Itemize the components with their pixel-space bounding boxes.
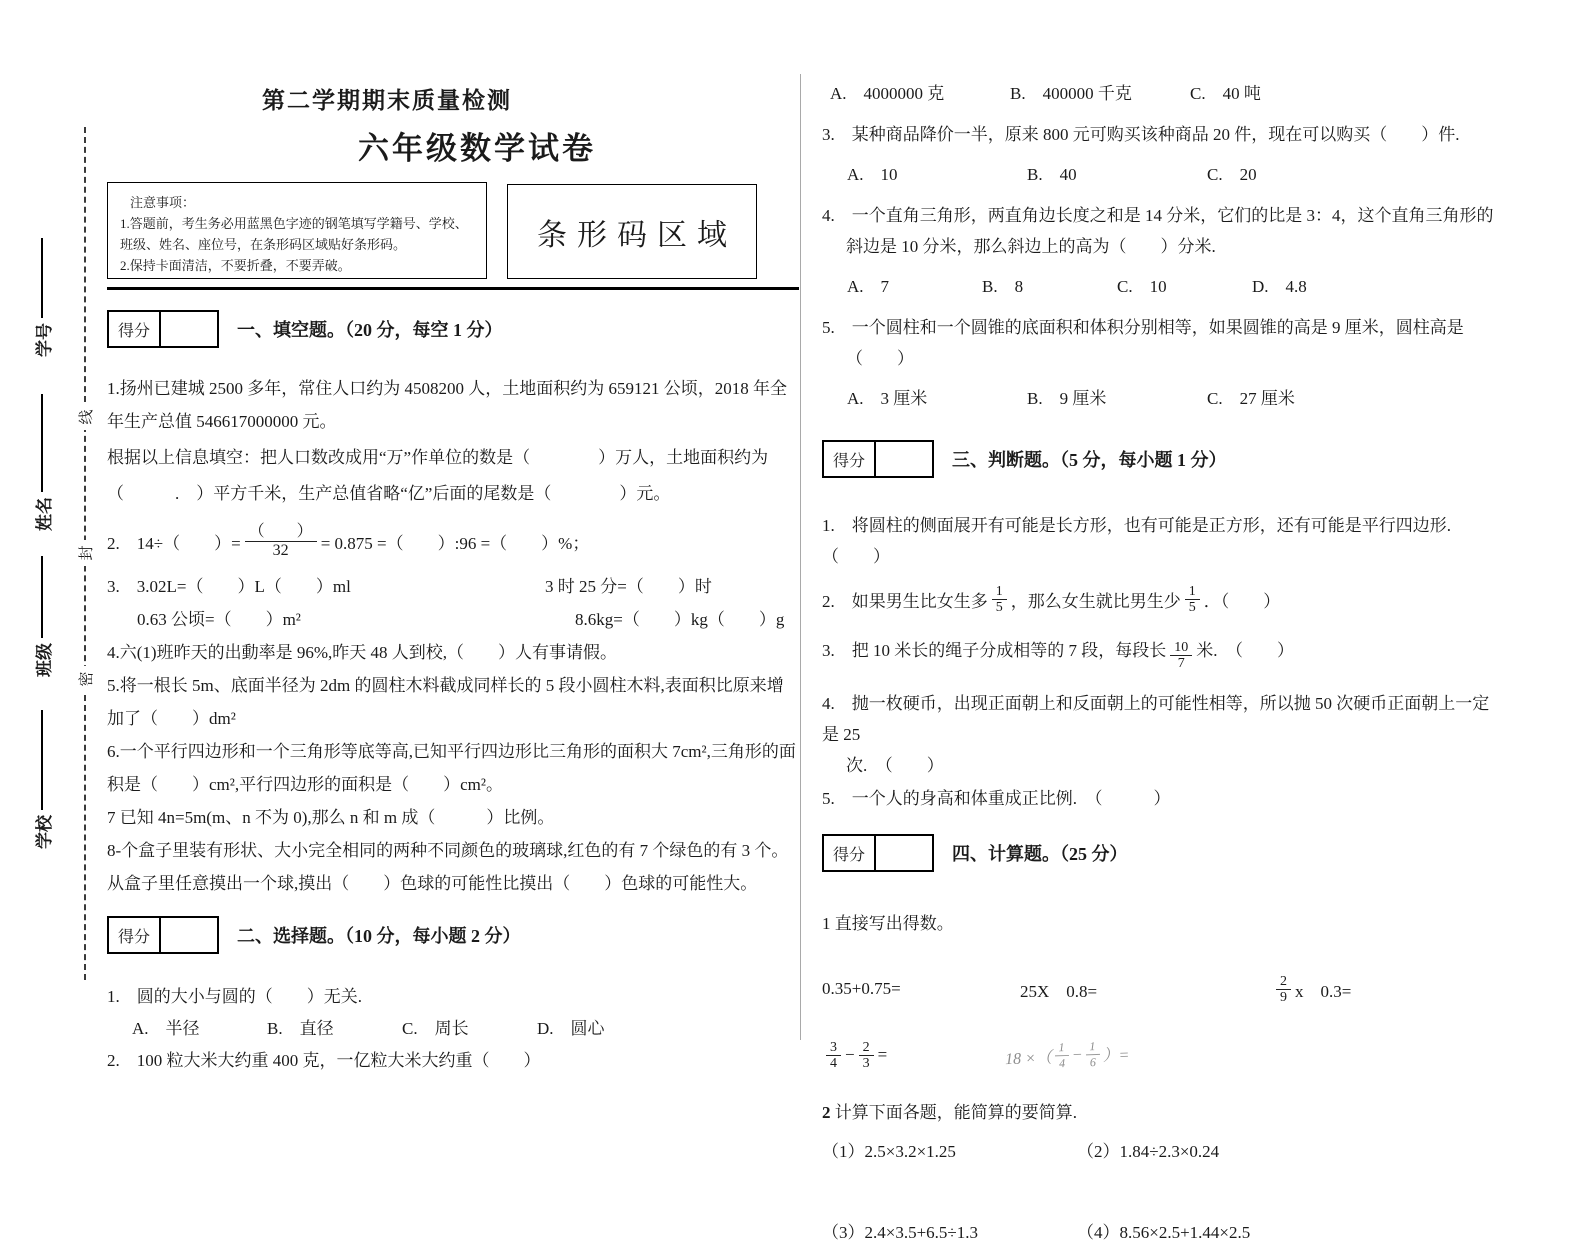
notice-heading: 注意事项： — [130, 195, 196, 210]
fill-q2-pre: 2. 14÷（ ）= — [107, 533, 241, 553]
choice-q3-text: 3. 某种商品降价一半，原来 800 元可购买该种商品 20 件，现在可以购买（ ）件. — [822, 125, 1460, 144]
seal-char-feng: 封 — [72, 540, 98, 566]
handwritten-pre: 18 ×（ — [1004, 1049, 1053, 1068]
school-blank-line — [41, 710, 43, 810]
calc-sub2-text — [822, 1097, 1502, 1128]
calc-sub1-text: 1 直接写出得数。 — [822, 914, 954, 933]
choice-q1-text: 1. 圆的大小与圆的（ ）无关. — [107, 987, 362, 1006]
student-number-blank-line — [41, 238, 43, 318]
calc-item-4-equals: = — [877, 1045, 888, 1064]
notice-item-1: 1.答题前，考生务必用蓝黑色字迹的钢笔填写学籍号、学校、班级、姓名、座位号，在条形码区域贴好条形码。 — [120, 216, 468, 252]
margin-field-student-number — [22, 238, 62, 362]
choice-q3-option-a: A. 10 — [847, 165, 898, 184]
calc-item-4-fraction-2 — [859, 1040, 874, 1071]
calc-sub2-label: 计算下面各题，能简算的要简算. — [834, 1103, 1077, 1122]
fill-q8-text: 8-个盒子里装有形状、大小完全相同的两种不同颜色的玻璃球,红色的有 7 个绿色的有 3 个。从盒子里任意摸出一个球,摸出（ ）色球的可能性比摸出（ ）色球的可能性大。 — [107, 841, 789, 893]
section-judge-header — [822, 440, 1502, 478]
handwritten-fraction-2 — [1085, 1038, 1100, 1069]
judge-q2 — [822, 580, 1502, 618]
seal-char-mi: 密 — [72, 666, 98, 692]
choice-q3-option-b: B. 40 — [1027, 165, 1077, 184]
fraction-numerator: 2 — [859, 1040, 874, 1056]
score-label: 得分 — [824, 442, 876, 476]
fill-q2-post: = 0.875 =（ ）:96 =（ ）%； — [320, 533, 590, 553]
exam-title: 第二学期期末质量检测 — [262, 87, 512, 113]
fraction-denominator: 5 — [995, 599, 1003, 615]
calc-simplify-1: （1）2.5×3.2×1.25 — [822, 1142, 956, 1161]
calc-simplify-row-2 — [822, 1217, 1502, 1248]
right-column — [822, 74, 1502, 1248]
choice-q1-options — [107, 1013, 799, 1044]
fraction-denominator: 6 — [1089, 1054, 1097, 1069]
choice-q4-option-d: D. 4.8 — [1252, 277, 1307, 296]
section-title-choice: 二、选择题。（10 分，每小题 2 分） — [237, 926, 521, 946]
notice-box — [107, 182, 487, 279]
fill-q1b-text: 根据以上信息填空：把人口数改成用“万”作单位的数是（ ）万人，土地面积约为 — [107, 448, 769, 467]
choice-q1-option-d: D. 圆心 — [537, 1019, 605, 1038]
fill-q3b1: 0.63 公顷=（ ）m² — [137, 610, 301, 629]
section-title-calc: 四、计算题。（25 分） — [952, 844, 1128, 864]
choice-q4-option-b: B. 8 — [982, 277, 1024, 296]
fill-q2-fraction — [245, 523, 317, 560]
choice-q5-option-c: C. 27 厘米 — [1207, 389, 1295, 408]
choice-q4-option-c: C. 10 — [1117, 277, 1167, 296]
choice-q2-option-a: A. 4000000 克 — [830, 84, 945, 103]
fraction-numerator: 10 — [1170, 640, 1192, 656]
choice-q1-option-c: C. 周长 — [402, 1019, 469, 1038]
fraction-denominator: 3 — [862, 1055, 870, 1071]
handwritten-expression — [1005, 1037, 1130, 1072]
score-box-choice — [107, 916, 219, 954]
margin-field-name — [22, 394, 62, 536]
name-blank-line — [41, 394, 43, 492]
fill-q7-text: 7 已知 4n=5m(m、n 不为 0),那么 n 和 m 成（ ）比例。 — [107, 808, 555, 827]
judge-q5-text: 5. 一个人的身高和体重成正比例. （ ） — [822, 789, 1171, 808]
choice-q5-text: 5. 一个圆柱和一个圆锥的底面积和体积分别相等，如果圆锥的高是 9 厘米，圆柱高是（ ） — [822, 318, 1464, 368]
header-boxes — [107, 182, 799, 279]
judge-q2-part-c: ．（ ） — [1203, 591, 1281, 611]
fill-q4-text: 4.六(1)班昨天的出動率是 96%,昨天 48 人到校,（ ）人有事请假。 — [107, 643, 617, 662]
score-box-fill — [107, 310, 219, 348]
score-label: 得分 — [824, 836, 876, 870]
judge-q1-text: 1. 将圆柱的侧面展开有可能是长方形，也有可能是正方形，还有可能是平行四边形. （ ） — [822, 516, 1468, 566]
fraction-numerator: 3 — [826, 1040, 841, 1056]
fraction-denominator: 4 — [1059, 1055, 1066, 1070]
handwritten-fraction-1 — [1054, 1039, 1069, 1070]
calc-simplify-3: （3）2.4×3.5+6.5÷1.3 — [822, 1223, 979, 1242]
calc-item-4-fraction-1 — [826, 1040, 841, 1071]
judge-q2-fraction-1 — [992, 584, 1007, 615]
fill-q6-text: 6.一个平行四边形和一个三角形等底等高,已知平行四边形比三角形的面积大 7cm²,三角形的面积是（ ）cm²,平行四边形的面积是（ ）cm²。 — [107, 742, 796, 794]
choice-q5-option-b: B. 9 厘米 — [1027, 389, 1107, 408]
score-value-cell — [161, 312, 217, 346]
section-title-fill: 一、填空题。（20 分，每空 1 分） — [237, 320, 503, 340]
judge-q3-fraction — [1170, 640, 1192, 671]
notice-item-2: 2.保持卡面清洁，不要折叠，不要弄破。 — [120, 258, 351, 273]
fill-q3b2: 8.6kg=（ ）kg（ ）g — [575, 610, 785, 629]
score-label: 得分 — [109, 918, 161, 952]
seal-char-xian: 线 — [72, 404, 98, 430]
calc-simplify-2: （2）1.84÷2.3×0.24 — [1077, 1142, 1220, 1161]
judge-q4-continued: 次. （ ） — [846, 756, 944, 775]
choice-q4-option-a: A. 7 — [847, 277, 890, 296]
calc-sub2-number: 2 — [822, 1103, 831, 1122]
judge-q4-text: 4. 抛一枚硬币，出现正面朝上和反面朝上的可能性相等，所以抛 50 次硬币正面朝上一定是 25 — [822, 694, 1490, 744]
choice-q2-text: 2. 100 粒大米大约重 400 克，一亿粒大米大约重（ ） — [107, 1051, 541, 1070]
calc-item-3-fraction — [1276, 974, 1291, 1005]
score-value-cell — [161, 918, 217, 952]
fraction-denominator: 7 — [1177, 655, 1185, 671]
calc-item-4-operator: − — [845, 1045, 855, 1064]
handwritten-operator: − — [1071, 1045, 1084, 1063]
calc-item-2: 25X 0.8= — [1020, 981, 1098, 1001]
fraction-denominator: 4 — [830, 1055, 837, 1071]
class-blank-line — [41, 556, 43, 638]
school-label: 学校 — [34, 815, 54, 849]
judge-q3-part-b: 米. （ ） — [1196, 640, 1294, 660]
fill-q1-text: 1.扬州已建城 2500 多年，常住人口约为 4508200 人，土地面积约为 659121 公顷，2018 年全年生产总值 546617000000 元。 — [107, 379, 787, 431]
judge-q2-fraction-2 — [1185, 584, 1200, 615]
name-label: 姓名 — [34, 497, 54, 531]
fraction-denominator: 5 — [1188, 599, 1196, 615]
section-title-judge: 三、判断题。（5 分，每小题 1 分） — [952, 450, 1227, 470]
choice-q2-option-c: C. 40 吨 — [1190, 84, 1261, 103]
barcode-label: 条形码区域 — [537, 218, 737, 252]
score-label: 得分 — [109, 312, 161, 346]
header-divider-rule — [107, 287, 799, 290]
margin-field-class — [22, 556, 62, 682]
fill-q2 — [107, 516, 799, 566]
fill-q3a1: 3. 3.02L=（ ）L（ ）ml — [107, 577, 351, 596]
fraction-numerator: 1 — [1054, 1039, 1069, 1055]
fraction-numerator: 1 — [992, 584, 1007, 600]
student-number-label: 学号 — [34, 323, 54, 357]
choice-q1-option-a: A. 半径 — [132, 1019, 200, 1038]
handwritten-post: ）= — [1102, 1046, 1130, 1065]
calc-item-4 — [822, 1040, 887, 1071]
choice-q4-options — [822, 271, 1502, 302]
score-box-judge — [822, 440, 934, 478]
margin-field-school — [22, 710, 62, 854]
choice-q5-options — [822, 383, 1502, 414]
choice-q2-option-b: B. 400000 千克 — [1010, 84, 1132, 103]
judge-q2-part-a: 2. 如果男生比女生多 — [822, 591, 988, 611]
barcode-area — [507, 184, 757, 279]
choice-q1-option-b: B. 直径 — [267, 1019, 334, 1038]
judge-q2-part-b: ，那么女生就比男生少 — [1010, 591, 1181, 611]
fill-q5-text: 5.将一根长 5m、底面半径为 2dm 的圆柱木料截成同样长的 5 段小圆柱木料,表面积比原来增加了（ ）dm² — [107, 676, 784, 728]
judge-q3-part-a: 3. 把 10 米长的绳子分成相等的 7 段，每段长 — [822, 640, 1167, 660]
fraction-denominator: 9 — [1280, 989, 1287, 1005]
class-label: 班级 — [34, 643, 54, 677]
calc-simplify-4: （4）8.56×2.5+1.44×2.5 — [1077, 1223, 1251, 1242]
fraction-numerator: 1 — [1085, 1038, 1100, 1054]
choice-q2-options — [822, 78, 1502, 109]
choice-q5-option-a: A. 3 厘米 — [847, 389, 928, 408]
score-value-cell — [876, 836, 932, 870]
exam-subtitle: 六年级数学试卷 — [358, 131, 596, 166]
fill-q3a2: 3 时 25 分=（ ）时 — [545, 577, 712, 596]
calc-simplify-row-1 — [822, 1136, 1502, 1167]
section-calc-header — [822, 834, 1502, 872]
section-choice-header — [107, 916, 799, 954]
calc-item-1: 0.35+0.75= — [822, 979, 901, 998]
calc-mental-row-2 — [822, 1027, 1502, 1083]
choice-q3-option-c: C. 20 — [1207, 165, 1257, 184]
fill-q3-row2 — [107, 603, 799, 636]
fraction-numerator: 2 — [1276, 974, 1291, 990]
fill-q2-numerator: （ ） — [245, 523, 317, 542]
choice-q3-options — [822, 159, 1502, 190]
section-fill-header — [107, 310, 799, 348]
fill-q2-denominator: 32 — [272, 541, 289, 559]
calc-item-3 — [1272, 974, 1351, 1005]
calc-item-3-text: x 0.3= — [1295, 981, 1352, 1001]
choice-q4-text: 4. 一个直角三角形，两直角边长度之和是 14 分米，它们的比是 3：4，这个直角三角形的斜边是 10 分米，那么斜边上的高为（ ）分米. — [822, 206, 1494, 256]
column-divider — [800, 74, 801, 1040]
calc-mental-row — [822, 965, 1502, 1013]
left-column — [107, 76, 799, 1077]
fill-q3-row1 — [107, 570, 799, 603]
judge-q3 — [822, 626, 1502, 670]
fraction-numerator: 1 — [1185, 584, 1200, 600]
score-box-calc — [822, 834, 934, 872]
score-value-cell — [876, 442, 932, 476]
fill-q1c-text: （ . ）平方千米，生产总值省略“亿”后面的尾数是（ ）元。 — [107, 484, 671, 503]
